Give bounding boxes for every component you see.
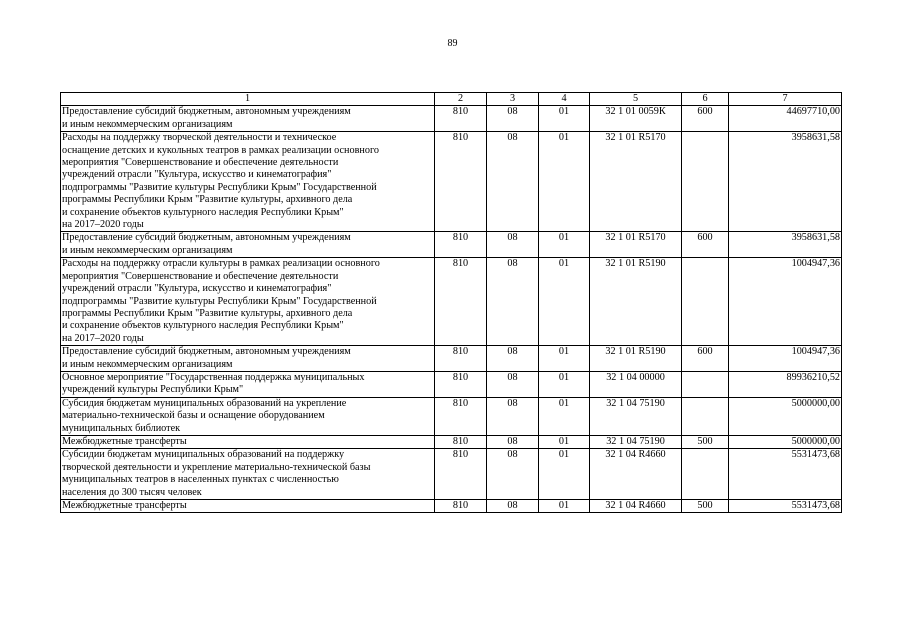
table-row (61, 449, 842, 500)
cell-amount: 3958631,58 (729, 132, 842, 232)
budget-table (60, 92, 842, 513)
cell-col4: 01 (539, 258, 590, 346)
column-header: 1 (61, 93, 435, 106)
cell-col5: 32 1 04 R4660 (590, 500, 682, 513)
cell-col3: 08 (487, 449, 539, 500)
column-header: 4 (539, 93, 590, 106)
column-header: 3 (487, 93, 539, 106)
cell-amount: 5531473,68 (729, 500, 842, 513)
cell-col4: 01 (539, 132, 590, 232)
column-header: 6 (682, 93, 729, 106)
cell-col2: 810 (435, 346, 487, 372)
column-header: 7 (729, 93, 842, 106)
cell-col5: 32 1 04 00000 (590, 371, 682, 397)
cell-col3: 08 (487, 371, 539, 397)
row-name: Расходы на поддержку отрасли культуры в рамках реализации основного мероприятия "Совершенствование и обеспечение деятельности учреждений отрасли "Культура, искусство и кинематография" подпрограммы "Развитие культуры Республики Крым" Государственной программы Республики Крым "Развитие культуры, архивного дела и сохранение объектов культурного наследия Республики Крым" на 2017–2020 годы (61, 258, 435, 346)
cell-col6: 600 (682, 232, 729, 258)
table-row (61, 435, 842, 448)
cell-col4: 01 (539, 500, 590, 513)
header-row (61, 93, 842, 106)
row-name: Предоставление субсидий бюджетным, автономным учреждениям и иным некоммерческим организациям (61, 106, 435, 132)
cell-col6: 500 (682, 435, 729, 448)
row-name: Основное мероприятие "Государственная поддержка муниципальных учреждений культуры Республики Крым" (61, 371, 435, 397)
cell-col4: 01 (539, 449, 590, 500)
cell-col6 (682, 132, 729, 232)
cell-col4: 01 (539, 106, 590, 132)
cell-col6 (682, 371, 729, 397)
row-name: Межбюджетные трансферты (61, 435, 435, 448)
cell-col5: 32 1 04 75190 (590, 435, 682, 448)
cell-col5: 32 1 01 0059К (590, 106, 682, 132)
cell-col3: 08 (487, 500, 539, 513)
table-row (61, 371, 842, 397)
cell-col6 (682, 258, 729, 346)
cell-col2: 810 (435, 232, 487, 258)
cell-amount: 1004947,36 (729, 258, 842, 346)
row-name: Расходы на поддержку творческой деятельности и техническое оснащение детских и кукольных театров в рамках реализации основного мероприятия "Совершенствование и обеспечение деятельности учреждений отрасли "Культура, искусство и кинематография" подпрограммы "Развитие культуры Республики Крым" Государственной программы Республики Крым "Развитие культуры, архивного дела и сохранение объектов культурного наследия Республики Крым" на 2017–2020 годы (61, 132, 435, 232)
table-row (61, 232, 842, 258)
cell-col5: 32 1 01 R5190 (590, 346, 682, 372)
cell-col6: 500 (682, 500, 729, 513)
cell-col4: 01 (539, 397, 590, 435)
cell-col2: 810 (435, 371, 487, 397)
cell-col2: 810 (435, 132, 487, 232)
cell-col4: 01 (539, 346, 590, 372)
cell-col3: 08 (487, 346, 539, 372)
cell-col5: 32 1 04 R4660 (590, 449, 682, 500)
table-row (61, 106, 842, 132)
row-name: Предоставление субсидий бюджетным, автономным учреждениям и иным некоммерческим организациям (61, 232, 435, 258)
cell-amount: 3958631,58 (729, 232, 842, 258)
table-row (61, 258, 842, 346)
page-number: 89 (447, 38, 458, 49)
row-name: Предоставление субсидий бюджетным, автономным учреждениям и иным некоммерческим организациям (61, 346, 435, 372)
cell-col3: 08 (487, 132, 539, 232)
cell-amount: 1004947,36 (729, 346, 842, 372)
cell-amount: 44697710,00 (729, 106, 842, 132)
cell-col3: 08 (487, 397, 539, 435)
cell-col5: 32 1 01 R5170 (590, 232, 682, 258)
row-name: Субсидии бюджетам муниципальных образований на поддержку творческой деятельности и укрепление материально-технической базы муниципальных театров в населенных пунктах с численностью населения до 300 тысяч человек (61, 449, 435, 500)
cell-col5: 32 1 04 75190 (590, 397, 682, 435)
cell-col3: 08 (487, 258, 539, 346)
cell-col4: 01 (539, 435, 590, 448)
cell-col6: 600 (682, 106, 729, 132)
column-header: 2 (435, 93, 487, 106)
cell-col3: 08 (487, 106, 539, 132)
cell-amount: 89936210,52 (729, 371, 842, 397)
column-header: 5 (590, 93, 682, 106)
table-row (61, 500, 842, 513)
cell-col5: 32 1 01 R5170 (590, 132, 682, 232)
table-row (61, 346, 842, 372)
cell-col2: 810 (435, 258, 487, 346)
cell-amount: 5000000,00 (729, 435, 842, 448)
cell-col2: 810 (435, 435, 487, 448)
cell-col2: 810 (435, 500, 487, 513)
table-row (61, 397, 842, 435)
cell-col3: 08 (487, 435, 539, 448)
cell-col6 (682, 397, 729, 435)
row-name: Межбюджетные трансферты (61, 500, 435, 513)
cell-col2: 810 (435, 397, 487, 435)
cell-col5: 32 1 01 R5190 (590, 258, 682, 346)
cell-col2: 810 (435, 106, 487, 132)
cell-amount: 5000000,00 (729, 397, 842, 435)
cell-amount: 5531473,68 (729, 449, 842, 500)
cell-col2: 810 (435, 449, 487, 500)
cell-col6 (682, 449, 729, 500)
cell-col4: 01 (539, 371, 590, 397)
row-name: Субсидия бюджетам муниципальных образований на укрепление материально-технической базы и оснащение оборудованием муниципальных библиотек (61, 397, 435, 435)
cell-col3: 08 (487, 232, 539, 258)
table-row (61, 132, 842, 232)
cell-col4: 01 (539, 232, 590, 258)
cell-col6: 600 (682, 346, 729, 372)
